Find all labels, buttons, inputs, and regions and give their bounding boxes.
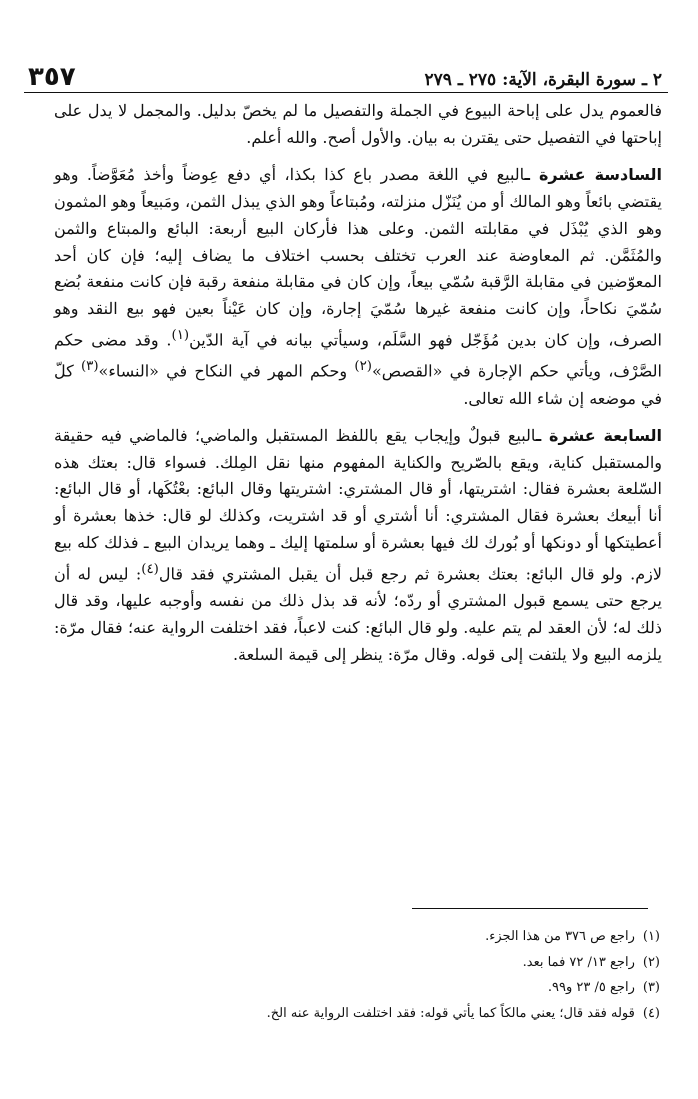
paragraph-issue-16 xyxy=(54,162,662,413)
footnote xyxy=(60,924,660,950)
section-heading: السابعة عشرة ـ xyxy=(535,425,662,445)
paragraph-text: وحكم المهر في النكاح في «النساء» xyxy=(98,361,355,381)
running-title: ٢ ـ سورة البقرة، الآية: ٢٧٥ ـ ٢٧٩ xyxy=(424,70,662,90)
footnote-ref: (٣) xyxy=(80,359,99,375)
footnote-separator xyxy=(412,908,648,909)
footnote xyxy=(60,1001,660,1027)
page-header xyxy=(28,56,662,90)
paragraph-text: البيع في اللغة مصدر باع كذا بكذا، أي دفع عِوضاً وأخذ مُعَوَّضاً. وهو يقتضي بائعاً وهو المالك أو من يُنَزّل منزلته، ومُبتاعاً وهو الذي يبذل الثمن، ومَبيعاً وهو المثمون وهو الذي يُبْذَل في مقابلته الثمن. وعلى هذا فأركان البيع أربعة: البائع والمبتاع والثمن والمُثَمَّن. ثم المعاوضة عند العرب تختلف بحسب اختلاف ما يضاف إليه؛ فإن كان أحد المعوّضين في مقابلة الرَّقبة سُمّي بيعاً، وإن كان في مقابلة منفعة رقبة فإن كانت منفعة بُضع سُمّيَ نكاحاً، وإن كانت منفعة غيرها سُمّيَ إجارة، وإن كان عَيْناً بعين فهو بيع النقد وهو الصرف، وإن كان بدين مُؤَجّل فهو السَّلَم، وسيأتي بيانه في آية الدّين xyxy=(54,164,663,350)
footnote-text: راجع ٥/ ٢٣ و٩٩. xyxy=(547,980,635,995)
footnotes xyxy=(60,924,660,1026)
main-text xyxy=(54,98,662,679)
footnote-number: (٣) xyxy=(642,980,660,995)
footnote-text: راجع ١٣/ ٧٢ فما بعد. xyxy=(522,954,635,970)
paragraph-text: كلّ في موضعه إن شاء الله تعالى. xyxy=(54,361,662,408)
footnote-number: (١) xyxy=(642,929,660,944)
footnote-text: قوله فقد قال؛ يعني مالكاً كما يأتي قوله: فقد اختلفت الرواية عنه الخ. xyxy=(266,1005,635,1021)
paragraph-text: البيع قبولٌ وإيجاب يقع باللفظ المستقبل والماضي؛ فالماضي فيه حقيقة والمستقبل كناية، ويقع بالصّريح والكناية المفهوم منها نقل المِلك. فسواء قال: بعتك هذه السّلعة بعشرة فقال: اشتريتها، أو قال المشتري: اشتريتها وقال البائع: بعْتُكَها، أو قال البائع: أنا أبيعك بعشرة فقال المشتري: أنا أشتري أو قد اشتريت، وكذلك لو قال: خذها بعشرة أو أعطيتكها أو دونكها أو بُورك لك فيها بعشرة أو سلمتها إليك ـ وهما يريدان البيع ـ فذلك كله بيع لازم. ولو قال البائع: بعتك بعشرة ثم رجع قبل أن يقبل المشتري فقد قال xyxy=(54,425,663,584)
footnote-text: راجع ص ٣٧٦ من هذا الجزء. xyxy=(485,929,635,944)
footnote-number: (٤) xyxy=(642,1005,660,1021)
header-rule xyxy=(24,92,668,93)
paragraph-issue-17 xyxy=(54,423,662,669)
footnote-number: (٢) xyxy=(642,954,660,970)
footnote-ref: (٢) xyxy=(354,359,372,375)
footnote xyxy=(60,975,660,1001)
paragraph-text: : ليس له أن يرجع حتى يسمع قبول المشتري أو ردّه؛ لأنه قد بذل ذلك من نفسه وأوجبه عليها، وقد قال ذلك له؛ لأن العقد لم يتم عليه. ولو قال البائع: كنت لاعباً، فقد اختلفت الرواية عنه؛ فقال مرّة: يلزمه البيع ولا يلتفت إلى قوله. وقال مرّة: ينظر إلى قيمة السلعة. xyxy=(54,564,662,665)
footnote xyxy=(60,950,660,976)
footnote-ref: (٤) xyxy=(141,562,159,578)
paragraph: فالعموم يدل على إباحة البيوع في الجملة والتفصيل ما لم يخصّ بدليل. والمجمل لا يدل على إباحتها في التفصيل حتى يقترن به بيان. والأول أصح. والله أعلم. xyxy=(54,101,662,147)
footnote-ref: (١) xyxy=(171,328,190,344)
paragraph-text: . وقد مضى حكم الصَّرْف، ويأتي حكم الإجارة في «القصص» xyxy=(54,330,662,381)
section-heading: السادسة عشرة ـ xyxy=(524,164,663,184)
page-number: ٣٥٧ xyxy=(28,62,76,92)
